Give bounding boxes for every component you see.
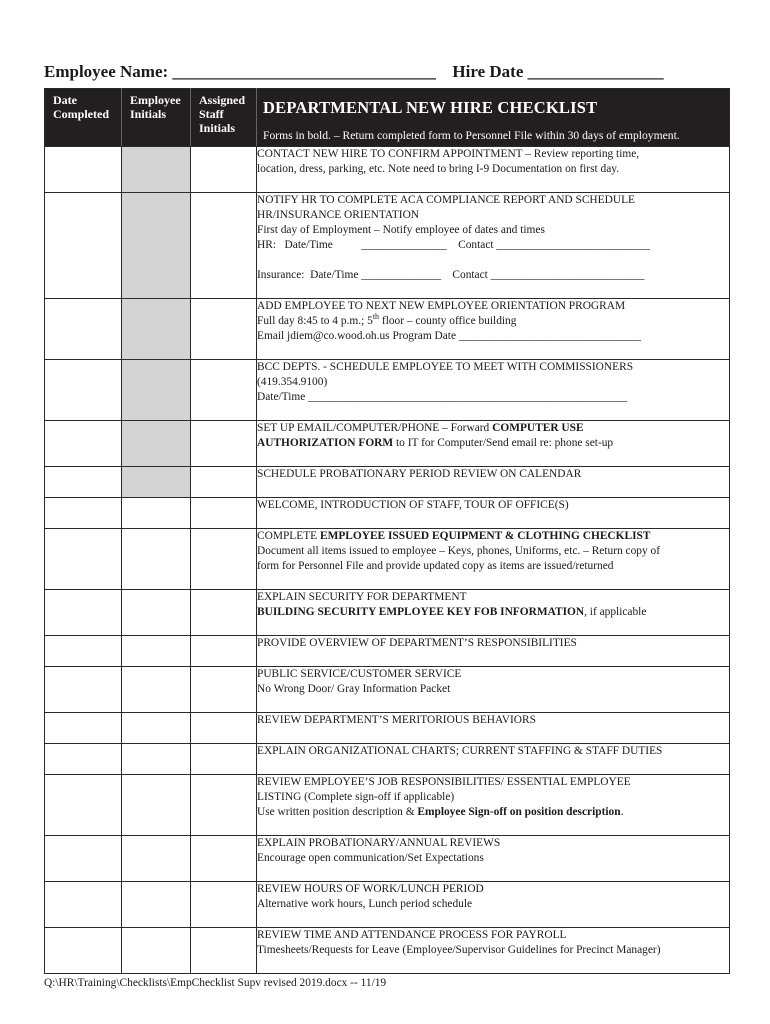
initials-cell[interactable] bbox=[122, 467, 191, 498]
checklist-title: DEPARTMENTAL NEW HIRE CHECKLIST bbox=[263, 98, 598, 117]
new-hire-checklist-table bbox=[44, 88, 730, 974]
date-cell[interactable] bbox=[45, 421, 122, 467]
checklist-item-hours: REVIEW HOURS OF WORK/LUNCH PERIOD Alternative work hours, Lunch period schedule bbox=[257, 882, 730, 928]
staff-initials-cell[interactable] bbox=[191, 713, 257, 744]
checklist-item-probation: SCHEDULE PROBATIONARY PERIOD REVIEW ON CALENDAR bbox=[257, 467, 730, 498]
checklist-item-overview: PROVIDE OVERVIEW OF DEPARTMENT’S RESPONSIBILITIES bbox=[257, 636, 730, 667]
staff-initials-cell[interactable] bbox=[191, 744, 257, 775]
initials-cell[interactable] bbox=[122, 744, 191, 775]
date-cell[interactable] bbox=[45, 498, 122, 529]
date-cell[interactable] bbox=[45, 360, 122, 421]
initials-cell[interactable] bbox=[122, 882, 191, 928]
date-cell[interactable] bbox=[45, 882, 122, 928]
initials-cell[interactable] bbox=[122, 636, 191, 667]
initials-cell[interactable] bbox=[122, 498, 191, 529]
checklist-item-aca: NOTIFY HR TO COMPLETE ACA COMPLIANCE REPORT AND SCHEDULE HR/INSURANCE ORIENTATION First day of Employment – Notify employee of dates and times HR: Date/Time _______________ Contact ___________________________ Insurance: Date/Time ______________ Contact ___________________________ bbox=[257, 193, 730, 299]
date-cell[interactable] bbox=[45, 928, 122, 974]
initials-cell[interactable] bbox=[122, 775, 191, 836]
checklist-item-reviews: EXPLAIN PROBATIONARY/ANNUAL REVIEWS Encourage open communication/Set Expectations bbox=[257, 836, 730, 882]
table-row bbox=[45, 147, 730, 193]
initials-cell[interactable] bbox=[122, 590, 191, 636]
staff-initials-header: Assigned Staff Initials bbox=[191, 89, 257, 147]
checklist-item-bcc: BCC DEPTS. - SCHEDULE EMPLOYEE TO MEET WITH COMMISSIONERS (419.354.9100) Date/Time ________________________________________________________ bbox=[257, 360, 730, 421]
date-cell[interactable] bbox=[45, 667, 122, 713]
table-row bbox=[45, 498, 730, 529]
table-row bbox=[45, 590, 730, 636]
date-cell[interactable] bbox=[45, 529, 122, 590]
table-header-row bbox=[45, 89, 730, 147]
table-row bbox=[45, 882, 730, 928]
employee-name-label: Employee Name: bbox=[44, 62, 169, 81]
checklist-item-orientation: ADD EMPLOYEE TO NEXT NEW EMPLOYEE ORIENTATION PROGRAM Full day 8:45 to 4 p.m.; 5th floor – county office building Email jdiem@co.wood.oh.us Program Date ________________________________ bbox=[257, 299, 730, 360]
staff-initials-cell[interactable] bbox=[191, 667, 257, 713]
hire-date-field[interactable]: ________________ bbox=[527, 62, 664, 81]
date-cell[interactable] bbox=[45, 636, 122, 667]
staff-initials-cell[interactable] bbox=[191, 421, 257, 467]
initials-cell[interactable] bbox=[122, 928, 191, 974]
staff-initials-cell[interactable] bbox=[191, 147, 257, 193]
header-line bbox=[44, 62, 664, 82]
employee-name-field[interactable]: _______________________________ bbox=[172, 62, 436, 81]
initials-cell[interactable] bbox=[122, 421, 191, 467]
checklist-item-time-attendance: REVIEW TIME AND ATTENDANCE PROCESS FOR PAYROLL Timesheets/Requests for Leave (Employee/Supervisor Guidelines for Precinct Manager) bbox=[257, 928, 730, 974]
staff-initials-cell[interactable] bbox=[191, 299, 257, 360]
date-cell[interactable] bbox=[45, 590, 122, 636]
staff-initials-cell[interactable] bbox=[191, 775, 257, 836]
table-row bbox=[45, 636, 730, 667]
table-row bbox=[45, 360, 730, 421]
staff-initials-cell[interactable] bbox=[191, 467, 257, 498]
date-cell[interactable] bbox=[45, 299, 122, 360]
initials-cell[interactable] bbox=[122, 299, 191, 360]
initials-cell[interactable] bbox=[122, 836, 191, 882]
date-cell[interactable] bbox=[45, 744, 122, 775]
checklist-item-welcome: WELCOME, INTRODUCTION OF STAFF, TOUR OF OFFICE(S) bbox=[257, 498, 730, 529]
checklist-item-public-service: PUBLIC SERVICE/CUSTOMER SERVICE No Wrong Door/ Gray Information Packet bbox=[257, 667, 730, 713]
initials-cell[interactable] bbox=[122, 667, 191, 713]
staff-initials-cell[interactable] bbox=[191, 193, 257, 299]
checklist-title-cell bbox=[257, 89, 730, 147]
checklist-item-email: SET UP EMAIL/COMPUTER/PHONE – Forward COMPUTER USE AUTHORIZATION FORM to IT for Computer/Send email re: phone set-up bbox=[257, 421, 730, 467]
hire-date-label: Hire Date bbox=[452, 62, 524, 81]
table-row bbox=[45, 928, 730, 974]
table-row bbox=[45, 421, 730, 467]
table-row bbox=[45, 467, 730, 498]
checklist-item-security: EXPLAIN SECURITY FOR DEPARTMENT BUILDING SECURITY EMPLOYEE KEY FOB INFORMATION, if applicable bbox=[257, 590, 730, 636]
staff-initials-cell[interactable] bbox=[191, 360, 257, 421]
date-cell[interactable] bbox=[45, 775, 122, 836]
checklist-item-org-charts: EXPLAIN ORGANIZATIONAL CHARTS; CURRENT STAFFING & STAFF DUTIES bbox=[257, 744, 730, 775]
date-cell[interactable] bbox=[45, 836, 122, 882]
table-row bbox=[45, 529, 730, 590]
initials-cell[interactable] bbox=[122, 147, 191, 193]
checklist-item-job-responsibilities: REVIEW EMPLOYEE’S JOB RESPONSIBILITIES/ ESSENTIAL EMPLOYEE LISTING (Complete sign-off if applicable) Use written position description & Employee Sign-off on position description. bbox=[257, 775, 730, 836]
date-cell[interactable] bbox=[45, 713, 122, 744]
initials-cell[interactable] bbox=[122, 529, 191, 590]
date-cell[interactable] bbox=[45, 193, 122, 299]
checklist-item-contact: CONTACT NEW HIRE TO CONFIRM APPOINTMENT – Review reporting time, location, dress, parking, etc. Note need to bring I-9 Documentation on first day. bbox=[257, 147, 730, 193]
table-row bbox=[45, 299, 730, 360]
checklist-item-equipment: COMPLETE EMPLOYEE ISSUED EQUIPMENT & CLOTHING CHECKLIST Document all items issued to employee – Keys, phones, Uniforms, etc. – Return copy of form for Personnel File and provide updated copy as items are issued/returned bbox=[257, 529, 730, 590]
staff-initials-cell[interactable] bbox=[191, 529, 257, 590]
table-row bbox=[45, 193, 730, 299]
checklist-item-meritorious: REVIEW DEPARTMENT’S MERITORIOUS BEHAVIORS bbox=[257, 713, 730, 744]
date-completed-header: Date Completed bbox=[45, 89, 122, 147]
initials-cell[interactable] bbox=[122, 193, 191, 299]
table-row bbox=[45, 713, 730, 744]
initials-cell[interactable] bbox=[122, 360, 191, 421]
staff-initials-cell[interactable] bbox=[191, 882, 257, 928]
staff-initials-cell[interactable] bbox=[191, 590, 257, 636]
employee-initials-header: Employee Initials bbox=[122, 89, 191, 147]
staff-initials-cell[interactable] bbox=[191, 928, 257, 974]
table-row bbox=[45, 836, 730, 882]
table-row bbox=[45, 744, 730, 775]
table-row bbox=[45, 775, 730, 836]
checklist-subtitle: Forms in bold. – Return completed form to Personnel File within 30 days of employment. bbox=[263, 129, 680, 142]
staff-initials-cell[interactable] bbox=[191, 636, 257, 667]
staff-initials-cell[interactable] bbox=[191, 836, 257, 882]
file-path-footer: Q:\HR\Training\Checklists\EmpChecklist Supv revised 2019.docx -- 11/19 bbox=[44, 977, 387, 989]
date-cell[interactable] bbox=[45, 147, 122, 193]
initials-cell[interactable] bbox=[122, 713, 191, 744]
staff-initials-cell[interactable] bbox=[191, 498, 257, 529]
date-cell[interactable] bbox=[45, 467, 122, 498]
table-row bbox=[45, 667, 730, 713]
